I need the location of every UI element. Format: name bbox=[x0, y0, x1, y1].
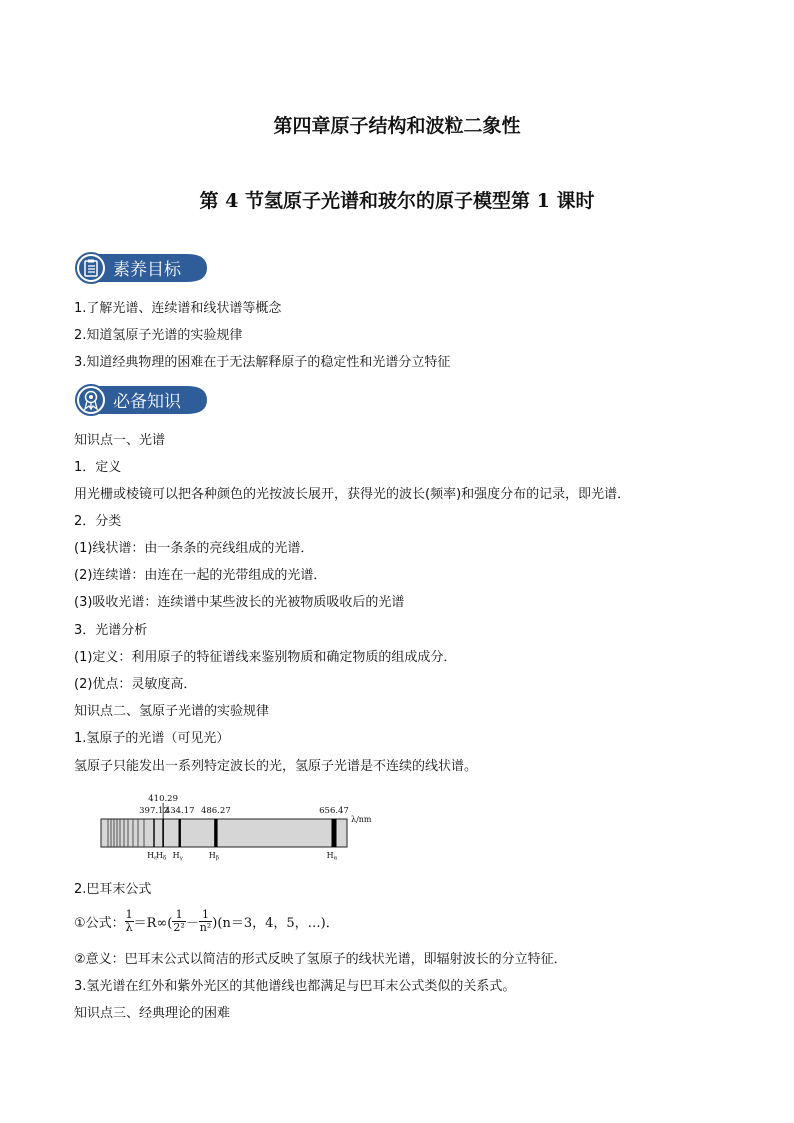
chapter-title: 第四章原子结构和波粒二象性 bbox=[273, 115, 521, 137]
heading-knowledge-point-3: 知识点三、经典理论的困难 bbox=[74, 1006, 231, 1021]
line-name-subscript: γ bbox=[179, 855, 183, 862]
subheading: 1.氢原子的光谱（可见光） bbox=[74, 731, 230, 746]
fraction-numerator: 1 bbox=[199, 909, 213, 922]
spectral-line bbox=[153, 819, 154, 847]
fraction-denominator: n² bbox=[199, 921, 212, 934]
line-name-label: Hγ bbox=[172, 851, 183, 862]
line-name-subscript: δ bbox=[162, 855, 167, 862]
goals-banner bbox=[75, 251, 211, 283]
paragraph: (1)线状谱：由一条条的亮线组成的光谱． bbox=[74, 541, 314, 556]
formula-equals: ＝R∞( bbox=[133, 916, 173, 931]
award-ribbon-icon bbox=[83, 390, 99, 410]
fraction-numerator: 1 bbox=[172, 909, 185, 922]
clipboard-icon bbox=[83, 259, 99, 277]
fraction-one-over-lambda bbox=[125, 909, 134, 934]
wavelength-label: 656.47 bbox=[319, 806, 349, 816]
spectral-line bbox=[214, 819, 217, 847]
formula-minus: － bbox=[185, 916, 199, 931]
line-name-subscript: ε bbox=[154, 855, 157, 862]
goals-banner-label: 素养目标 bbox=[113, 260, 181, 280]
line-name-label: Hβ bbox=[208, 851, 219, 862]
spectral-line bbox=[162, 819, 164, 847]
section-title: 第 4 节氢原子光谱和玻尔的原子模型第 1 课时 bbox=[199, 190, 595, 212]
paragraph: (2)优点：灵敏度高． bbox=[74, 677, 197, 692]
paragraph: ②意义：巴耳末公式以简洁的形式反映了氢原子的线状光谱，即辐射波长的分立特征． bbox=[74, 952, 567, 967]
fraction-denominator: 2² bbox=[173, 921, 185, 934]
line-name-label: Hδ bbox=[155, 851, 167, 862]
wavelength-label: 486.27 bbox=[200, 806, 231, 816]
knowledge-banner-label: 必备知识 bbox=[113, 392, 181, 412]
heading-knowledge-point-1: 知识点一、光谱 bbox=[74, 433, 166, 448]
subheading: 2.巴耳末公式 bbox=[74, 882, 152, 897]
paragraph: 用光栅或棱镜可以把各种颜色的光按波长展开，获得光的波长(频率)和强度分布的记录，即光谱． bbox=[74, 487, 631, 502]
subheading: 2．分类 bbox=[74, 514, 122, 529]
fraction-numerator: 1 bbox=[125, 908, 133, 921]
wavelength-label: 434.17 bbox=[164, 806, 195, 816]
wavelength-label: 397.12 bbox=[139, 806, 169, 816]
subheading: 1．定义 bbox=[74, 460, 122, 475]
goal-item: 1.了解光谱、连续谱和线状谱等概念 bbox=[74, 301, 282, 316]
fraction-one-over-two-squared bbox=[172, 909, 185, 934]
knowledge-banner bbox=[75, 383, 211, 415]
line-name-subscript: α bbox=[333, 855, 338, 862]
line-name-subscript: β bbox=[215, 855, 219, 862]
subheading: 3．光谱分析 bbox=[74, 623, 148, 638]
paragraph: (1)定义：利用原子的特征谱线来鉴别物质和确定物质的组成成分． bbox=[74, 650, 457, 665]
fraction-one-over-n-squared bbox=[199, 909, 213, 934]
hydrogen-spectrum-figure bbox=[100, 790, 400, 862]
paragraph: (3)吸收光谱：连续谱中某些波长的光被物质吸收后的光谱 bbox=[74, 595, 405, 610]
formula-prefix: ①公式： bbox=[74, 916, 125, 931]
spectrum-unit-label: λ/nm bbox=[351, 815, 372, 824]
line-name-label: Hα bbox=[326, 851, 338, 862]
paragraph: 氢原子只能发出一系列特定波长的光，氢原子光谱是不连续的线状谱。 bbox=[74, 759, 478, 774]
goal-item: 3.知道经典物理的困难在于无法解释原子的稳定性和光谱分立特征 bbox=[74, 355, 451, 370]
spectral-line bbox=[332, 819, 337, 847]
heading-knowledge-point-2: 知识点二、氢原子光谱的实验规律 bbox=[74, 704, 270, 719]
paragraph: (2)连续谱：由连在一起的光带组成的光谱． bbox=[74, 568, 327, 583]
balmer-formula bbox=[74, 909, 339, 943]
formula-suffix: )(n＝3，4，5，…)． bbox=[212, 916, 339, 931]
spectral-line bbox=[179, 819, 181, 847]
paragraph: 3.氢光谱在红外和紫外光区的其他谱线也都满足与巴耳末公式类似的关系式。 bbox=[74, 979, 516, 994]
wavelength-label: 410.29 bbox=[148, 794, 179, 804]
fraction-denominator: λ bbox=[125, 921, 133, 934]
line-name-label: Hε bbox=[147, 851, 157, 862]
goal-item: 2.知道氢原子光谱的实验规律 bbox=[74, 328, 243, 343]
